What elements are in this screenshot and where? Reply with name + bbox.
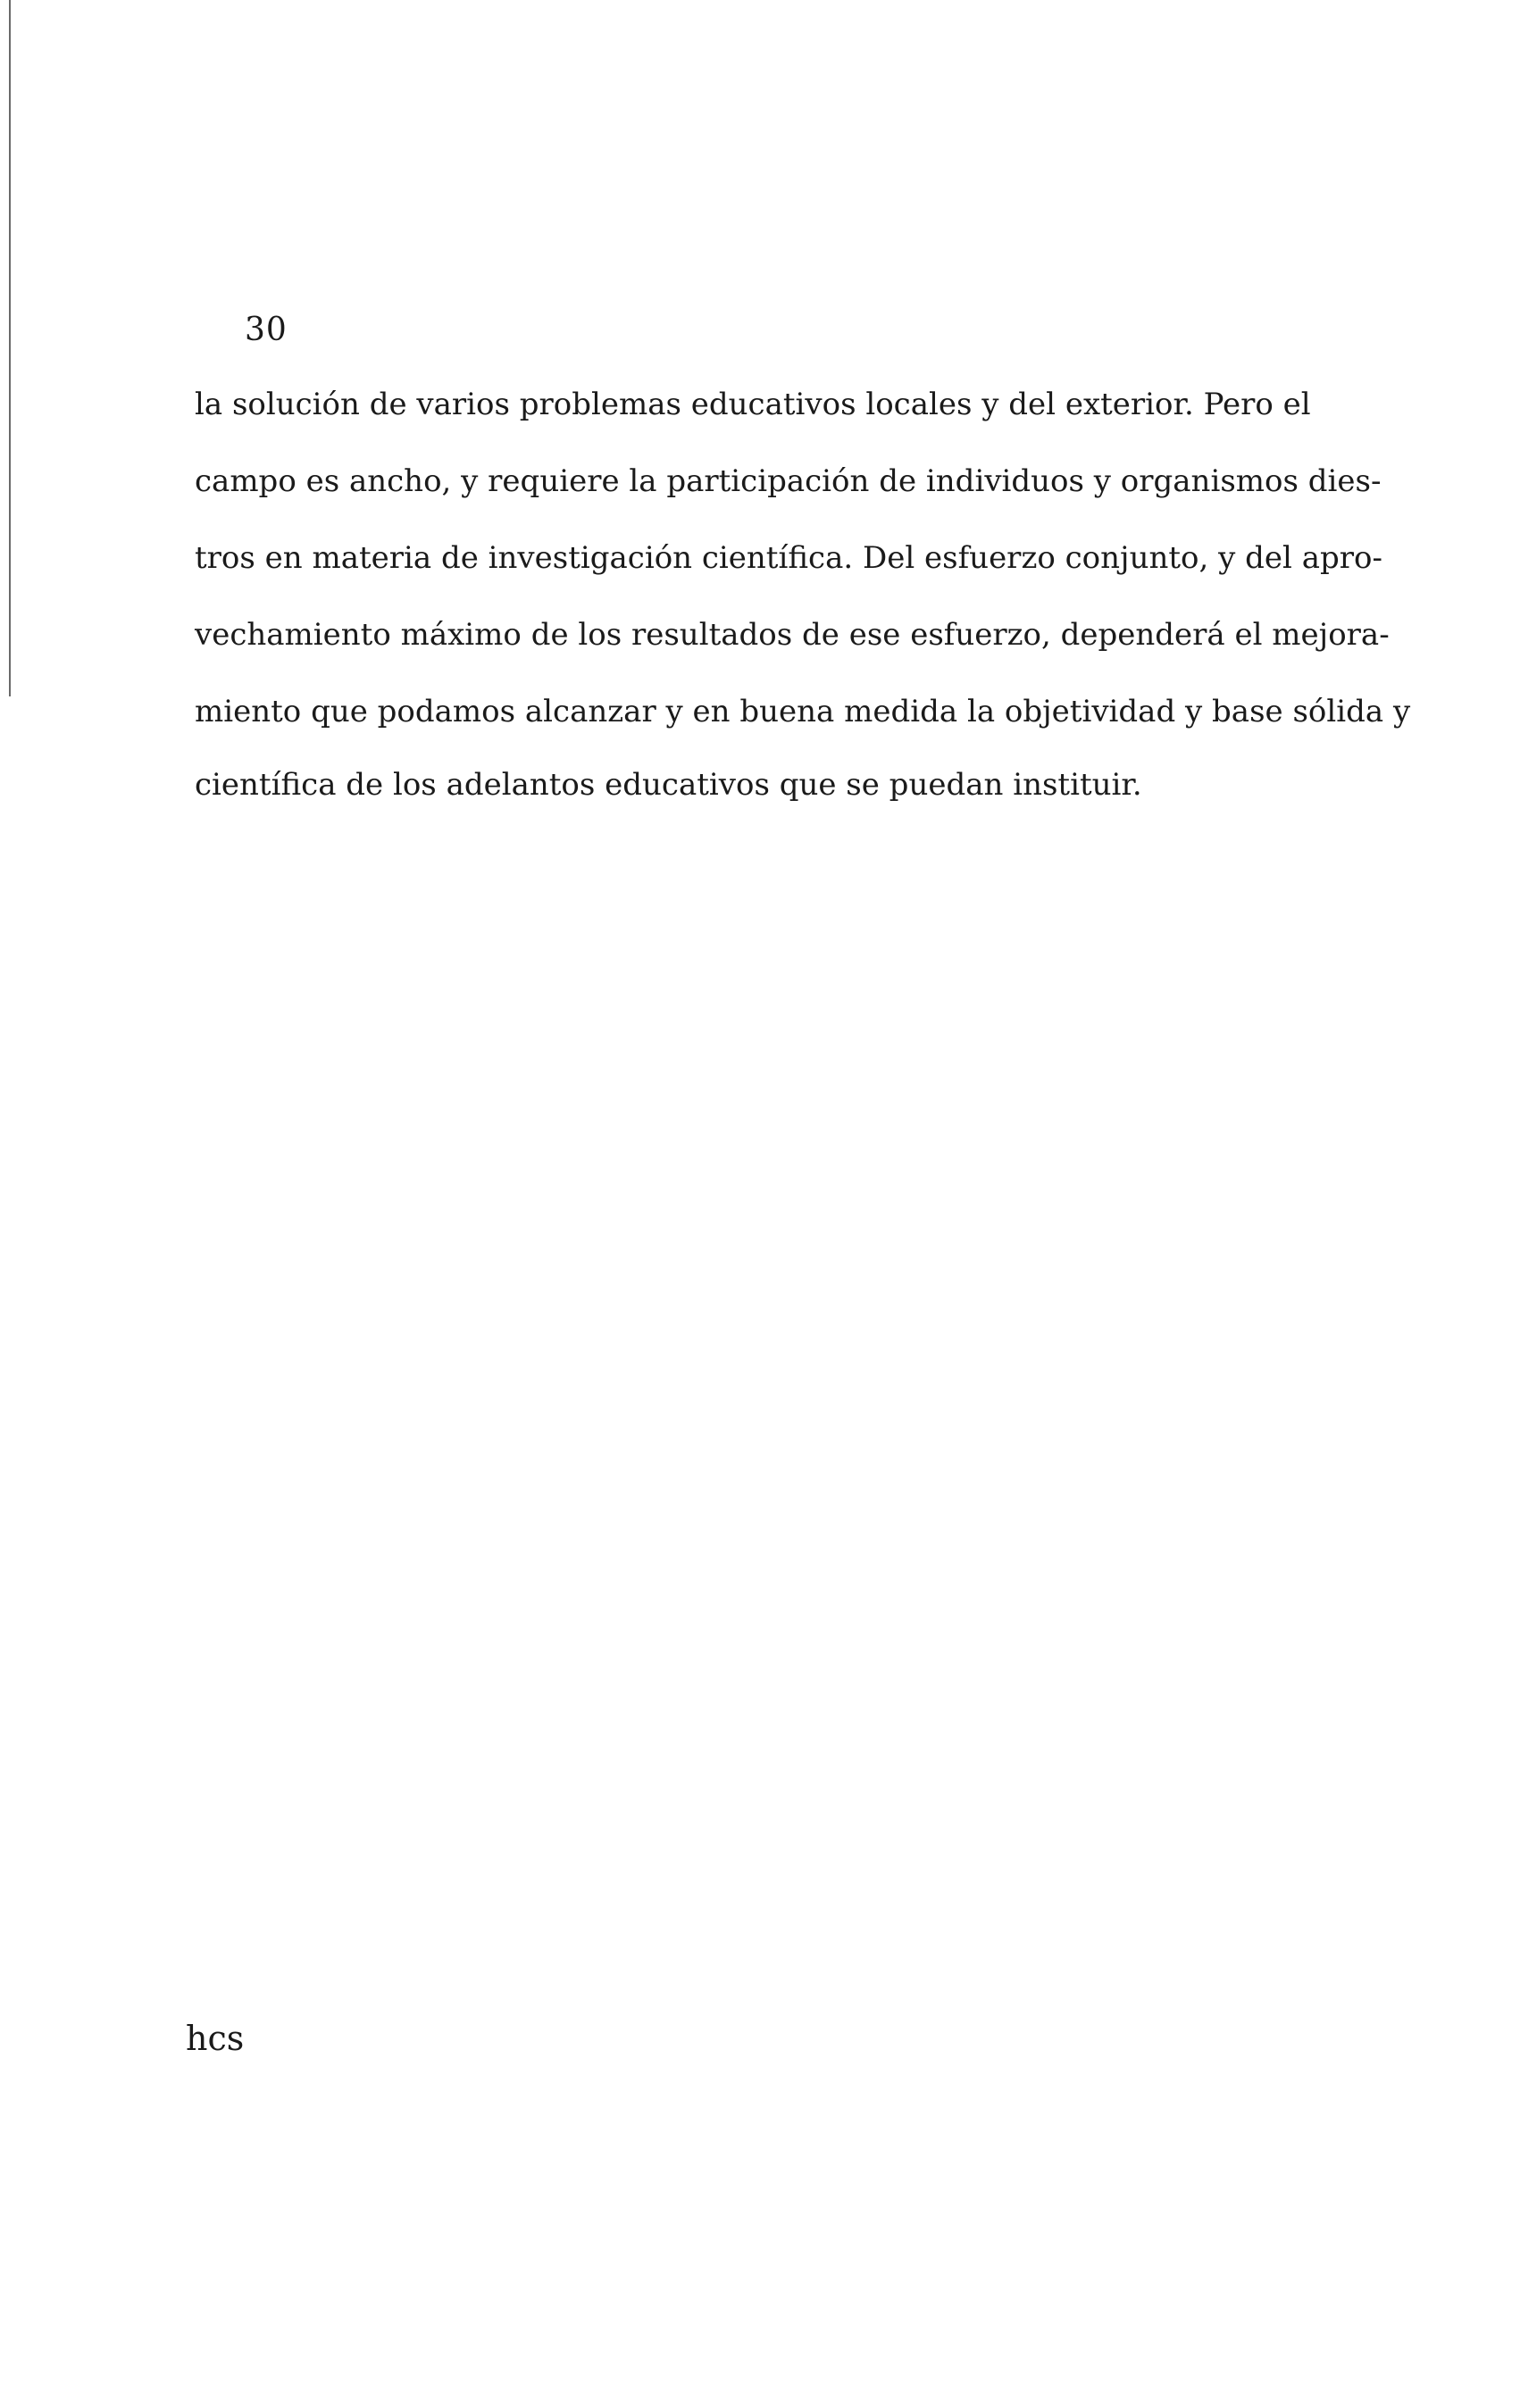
- paragraph-line: tros en materia de investigación científica. Del esfuerzo conjunto, y del apro-: [195, 540, 1382, 576]
- paragraph-line: científica de los adelantos educativos que se puedan instituir.: [195, 767, 1142, 803]
- paragraph-line: miento que podamos alcanzar y en buena medida la objetividad y base sólida y: [195, 694, 1411, 729]
- paragraph-line: la solución de varios problemas educativos locales y del exterior. Pero el: [195, 387, 1311, 422]
- typist-initials: hcs: [186, 2019, 245, 2058]
- paragraph-line: campo es ancho, y requiere la participación de individuos y organismos dies-: [195, 463, 1382, 499]
- page-number: 30: [245, 312, 288, 348]
- page-binding-edge: [9, 0, 11, 696]
- paragraph-line: vechamiento máximo de los resultados de ese esfuerzo, dependerá el mejora-: [195, 617, 1390, 653]
